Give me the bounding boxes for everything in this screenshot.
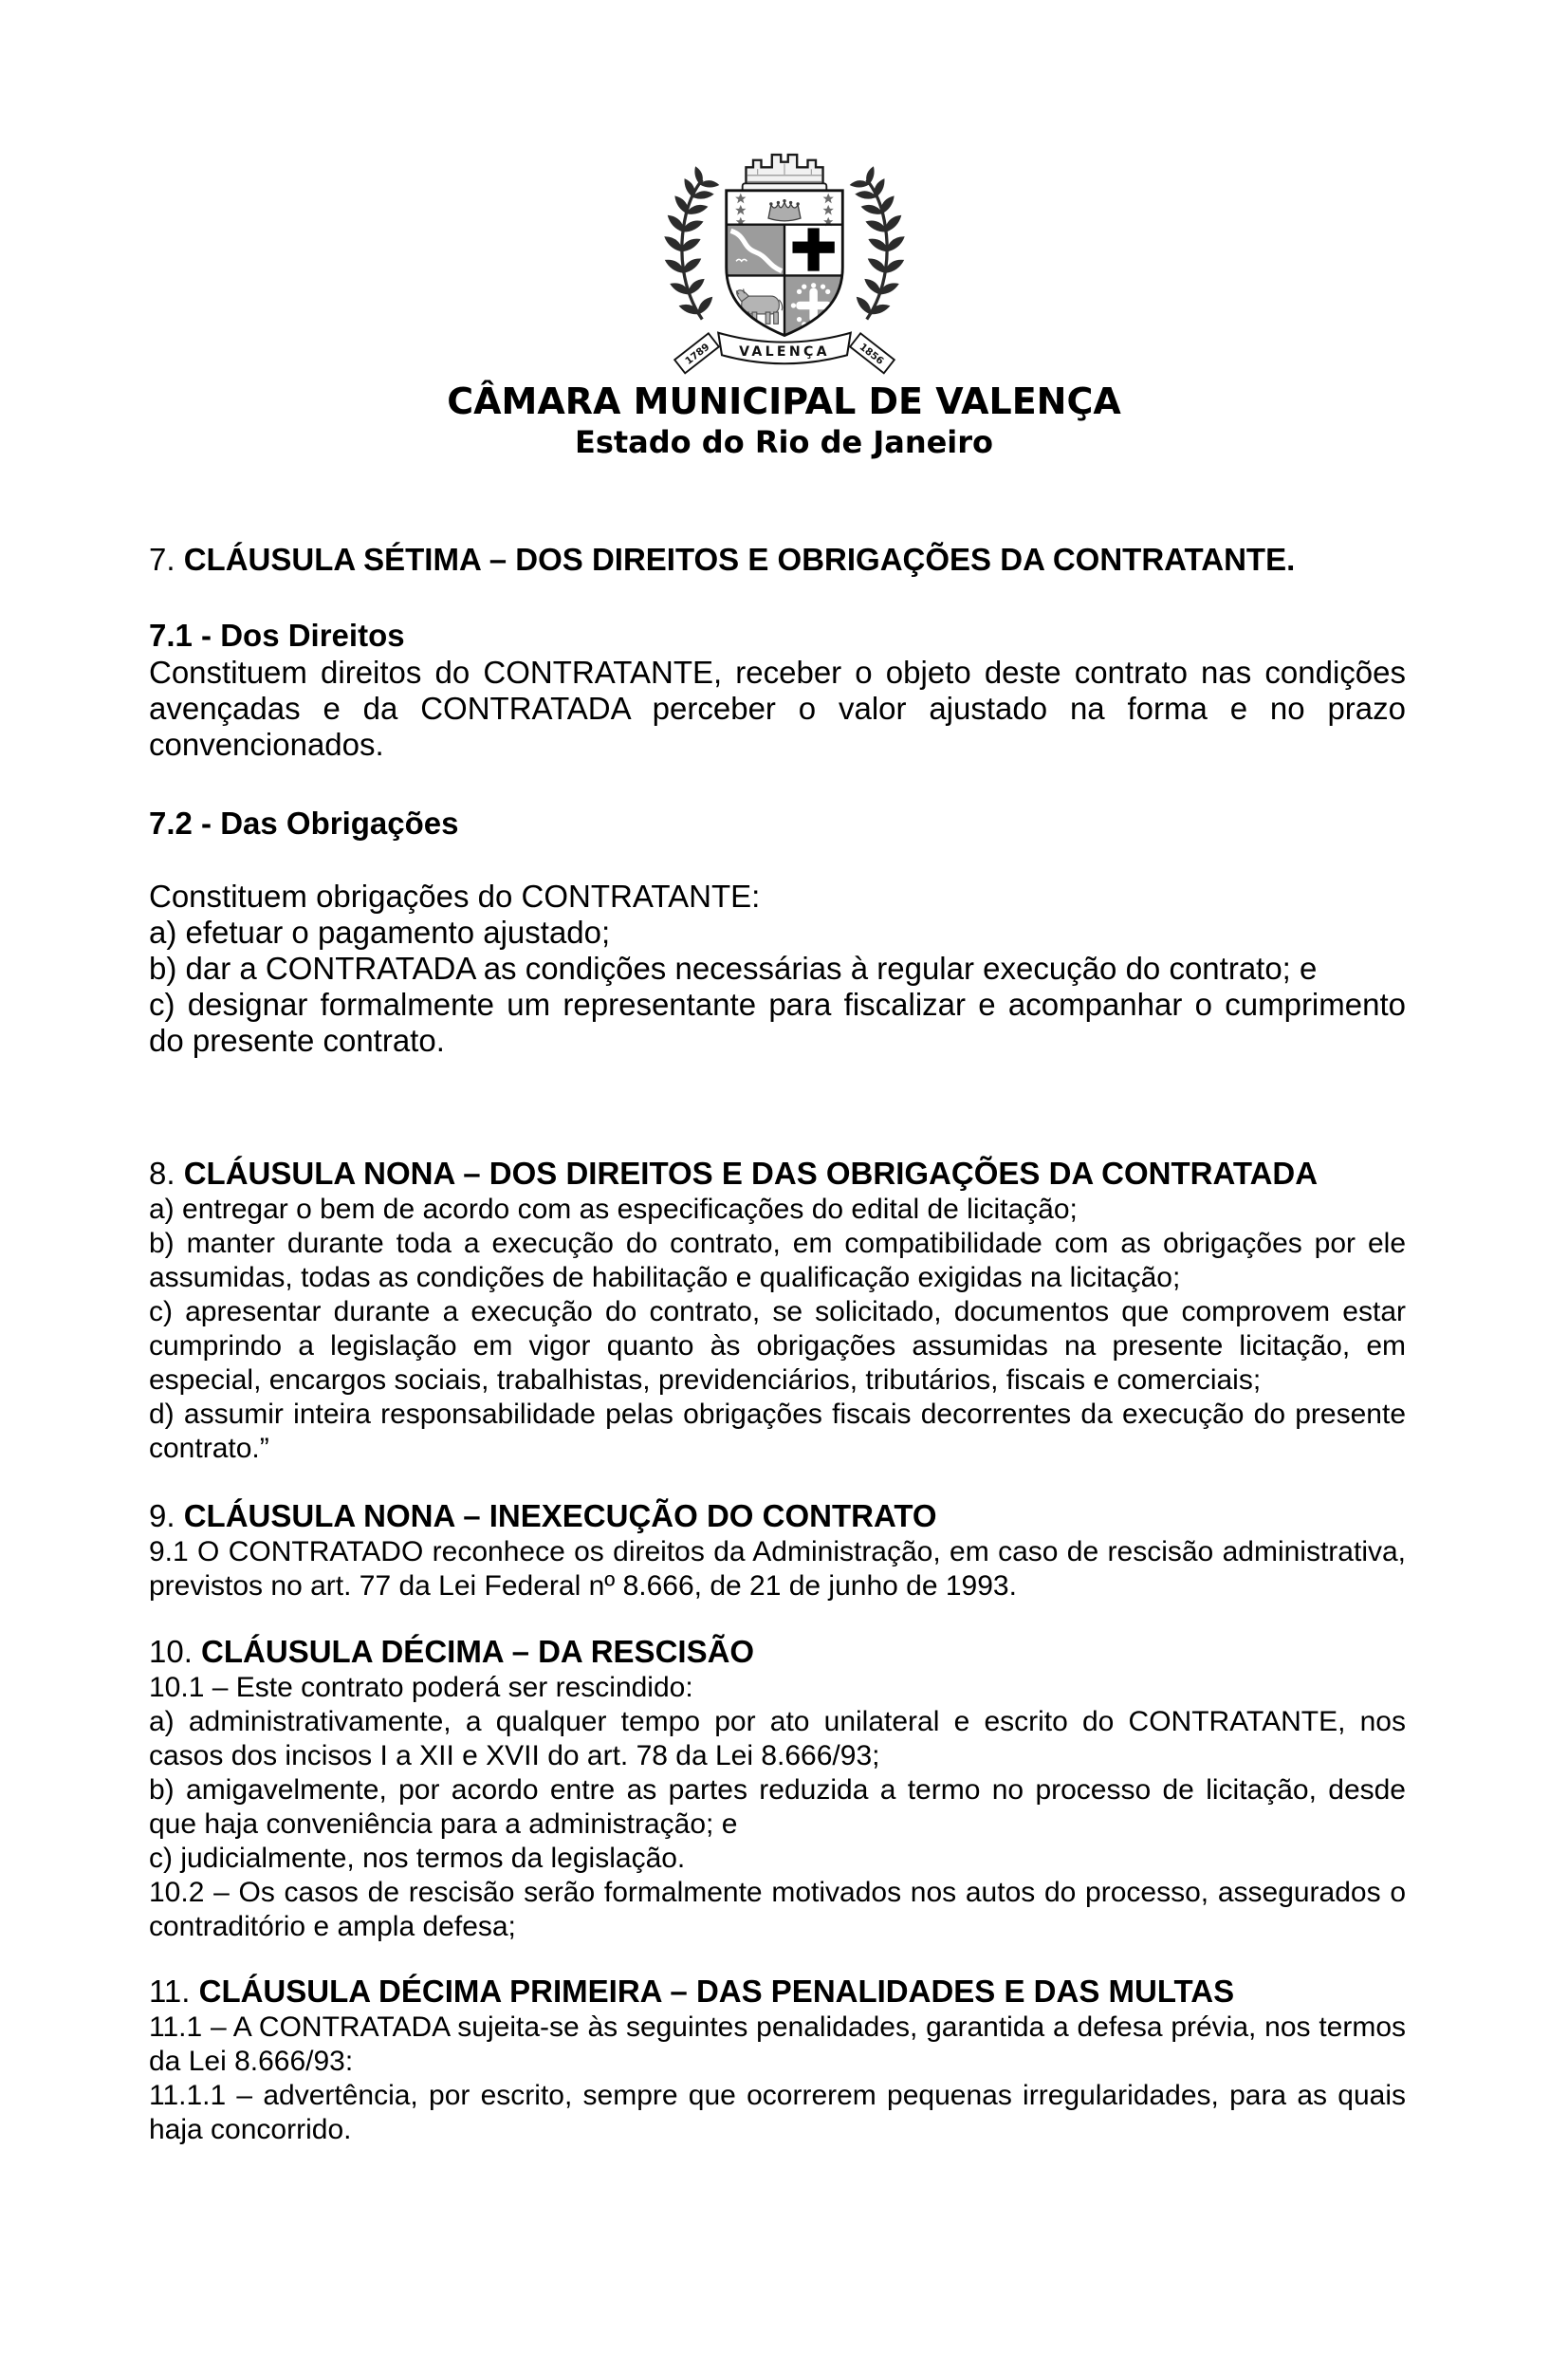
- paragraph: Constituem obrigações do CONTRATANTE:: [149, 879, 761, 914]
- clause-9-number: 9.: [149, 1498, 175, 1533]
- list-item-a: a) efetuar o pagamento ajustado;: [149, 915, 611, 950]
- coat-of-arms-svg: [659, 135, 910, 367]
- list-item-d: d) assumir inteira responsabilidade pelas obrigações fiscais decorrentes da execução do presente contrato.”: [149, 1399, 1406, 1464]
- paragraph-10-1: 10.1 – Este contrato poderá ser rescindido:: [149, 1672, 693, 1703]
- banner-text: VALENÇA: [738, 344, 830, 361]
- paragraph-11-1: 11.1 – A CONTRATADA sujeita-se às seguintes penalidades, garantida a defesa prévia, nos termos da Lei 8.666/93:: [149, 2011, 1406, 2077]
- org-subtitle: Estado do Rio de Janeiro: [574, 424, 994, 460]
- banner-ribbon: [718, 333, 851, 364]
- paragraph-11-1-1: 11.1.1 – advertência, por escrito, sempre que ocorrerem pequenas irregularidades, para as quais haja concorrido.: [149, 2080, 1406, 2145]
- clause-11-number: 11.: [149, 1974, 191, 2009]
- clause-8-title: CLÁUSULA NONA – DOS DIREITOS E DAS OBRIGAÇÕES DA CONTRATADA: [183, 1156, 1319, 1191]
- section-clause-8: [149, 1155, 1406, 1466]
- subsection-7-1-heading: 7.1 - Dos Direitos: [149, 618, 405, 653]
- clause-8-number: 8.: [149, 1156, 175, 1191]
- clause-7-number: 7.: [149, 542, 175, 577]
- clause-11-title: CLÁUSULA DÉCIMA PRIMEIRA – DAS PENALIDADES E DAS MULTAS: [198, 1974, 1235, 2009]
- section-clause-10: [149, 1633, 1406, 1944]
- clause-8-heading: [149, 1155, 1406, 1193]
- laurel-branch-left: [663, 166, 719, 319]
- list-item-c: c) judicialmente, nos termos da legislação.: [149, 1843, 686, 1874]
- subsection-7-2-heading: 7.2 - Das Obrigações: [149, 806, 459, 841]
- clause-9-heading: [149, 1497, 1406, 1535]
- clause-7-heading: [149, 541, 1406, 579]
- clause-11-heading: [149, 1973, 1406, 2011]
- list-item-c: c) apresentar durante a execução do contrato, se solicitado, documentos que comprovem estar cumprindo a legislação em vigor quanto às obrigações assumidas na presente licitação, em especial, encargos sociais, trabalhistas, previdenciários, tributários, fiscais e comerciais;: [149, 1296, 1406, 1396]
- year-left: 1789: [682, 341, 711, 367]
- section-clause-7: [149, 541, 1406, 1059]
- org-name: CÂMARA MUNICIPAL DE VALENÇA: [447, 380, 1121, 422]
- document-page: [0, 135, 1568, 2354]
- clause-10-title: CLÁUSULA DÉCIMA – DA RESCISÃO: [201, 1634, 755, 1669]
- clause-9-title: CLÁUSULA NONA – INEXECUÇÃO DO CONTRATO: [183, 1498, 937, 1533]
- paragraph-10-2: 10.2 – Os casos de rescisão serão formalmente motivados nos autos do processo, assegurados o contraditório e ampla defesa;: [149, 1877, 1406, 1942]
- banner-tail-left: [674, 333, 719, 373]
- clause-10-heading: [149, 1633, 1406, 1671]
- section-clause-11: [149, 1973, 1406, 2147]
- year-right: 1856: [857, 341, 886, 367]
- list-item-b: b) amigavelmente, por acordo entre as partes reduzida a termo no processo de licitação, desde que haja conveniência para a administração; e: [149, 1774, 1406, 1840]
- list-item-b: b) dar a CONTRATADA as condições necessárias à regular execução do contrato; e: [149, 951, 1318, 986]
- paragraph-9-1: 9.1 O CONTRATADO reconhece os direitos da Administração, em caso de rescisão administrativa, previstos no art. 77 da Lei Federal nº 8.666, de 21 de junho de 1993.: [149, 1536, 1406, 1602]
- shield: [726, 191, 842, 339]
- list-item-a: a) administrativamente, a qualquer tempo por ato unilateral e escrito do CONTRATANTE, nos casos dos incisos I a XII e XVII do art. 78 da Lei 8.666/93;: [149, 1706, 1406, 1771]
- document-header: [0, 135, 1568, 461]
- coat-of-arms: [659, 135, 910, 367]
- clause-7-title: CLÁUSULA SÉTIMA – DOS DIREITOS E OBRIGAÇÕES DA CONTRATANTE.: [183, 542, 1296, 577]
- list-item-b: b) manter durante toda a execução do contrato, em compatibilidade com as obrigações por ele assumidas, todas as condições de habilitação e qualificação exigidas na licitação;: [149, 1228, 1406, 1293]
- list-item-a: a) entregar o bem de acordo com as especificações do edital de licitação;: [149, 1194, 1078, 1225]
- list-item-c: c) designar formalmente um representante para fiscalizar e acompanhar o cumprimento do presente contrato.: [149, 987, 1406, 1058]
- banner-tail-right: [850, 333, 895, 373]
- section-clause-9: [149, 1497, 1406, 1603]
- document-body: [149, 541, 1406, 2147]
- laurel-branch-right: [849, 166, 905, 319]
- mural-crown: [742, 155, 826, 193]
- clause-10-number: 10.: [149, 1634, 193, 1669]
- paragraph: Constituem direitos do CONTRATANTE, receber o objeto deste contrato nas condições avençadas e da CONTRATADA perceber o valor ajustado na forma e no prazo convencionados.: [149, 655, 1406, 762]
